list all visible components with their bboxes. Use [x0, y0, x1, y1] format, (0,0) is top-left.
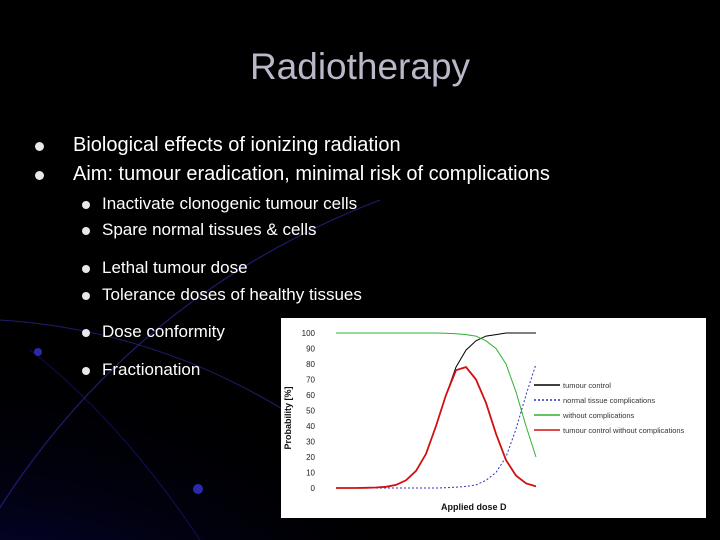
bullet-dot-icon — [82, 201, 90, 209]
y-tick-label: 50 — [306, 406, 315, 416]
y-tick-label: 60 — [306, 391, 315, 400]
bullet-dot-icon — [82, 367, 90, 375]
legend-label: tumour control — [563, 381, 611, 390]
y-tick-label: 70 — [306, 375, 315, 385]
sub-bullet-text: Dose conformity — [102, 322, 225, 341]
bullet-dot-icon — [82, 227, 90, 235]
series-line — [336, 333, 536, 488]
sub-bullet-text: Fractionation — [102, 360, 201, 379]
series-line — [336, 367, 536, 488]
sub-bullet-text: Tolerance doses of healthy tissues — [102, 285, 362, 304]
y-tick-label: 40 — [306, 422, 315, 431]
legend-label: normal tissue complications — [563, 396, 656, 405]
legend-label: without complications — [563, 411, 635, 420]
bullet-dot-icon — [82, 265, 90, 273]
slide-title: Radiotherapy — [249, 46, 471, 87]
y-tick-label: 30 — [306, 437, 315, 447]
legend-label: tumour control without complications — [563, 426, 685, 435]
dose-response-chart — [281, 318, 706, 518]
bullet-text: Biological effects of ionizing radiation — [73, 134, 401, 156]
sub-bullet-text: Spare normal tissues & cells — [102, 220, 317, 239]
decor-dot — [34, 348, 42, 356]
y-axis-label: Probability [%] — [283, 386, 293, 450]
bullet-dot-icon — [82, 292, 90, 300]
bullet-dot-icon — [35, 142, 44, 151]
y-tick-label: 10 — [306, 468, 315, 478]
series-line — [336, 333, 536, 457]
bullet-text: Aim: tumour eradication, minimal risk of complications — [73, 163, 550, 185]
y-tick-label: 0 — [310, 484, 315, 493]
y-tick-label: 80 — [306, 360, 315, 369]
bullet-dot-icon — [82, 329, 90, 337]
y-tick-label: 100 — [301, 329, 315, 338]
bullet-dot-icon — [35, 171, 44, 180]
sub-bullet-text: Lethal tumour dose — [102, 258, 248, 277]
y-tick-label: 90 — [306, 344, 315, 354]
chart-svg — [281, 318, 706, 518]
x-axis-label: Applied dose D — [441, 502, 507, 512]
sub-bullet-text: Inactivate clonogenic tumour cells — [102, 194, 358, 213]
decor-dot — [193, 484, 203, 494]
y-tick-label: 20 — [306, 453, 315, 462]
